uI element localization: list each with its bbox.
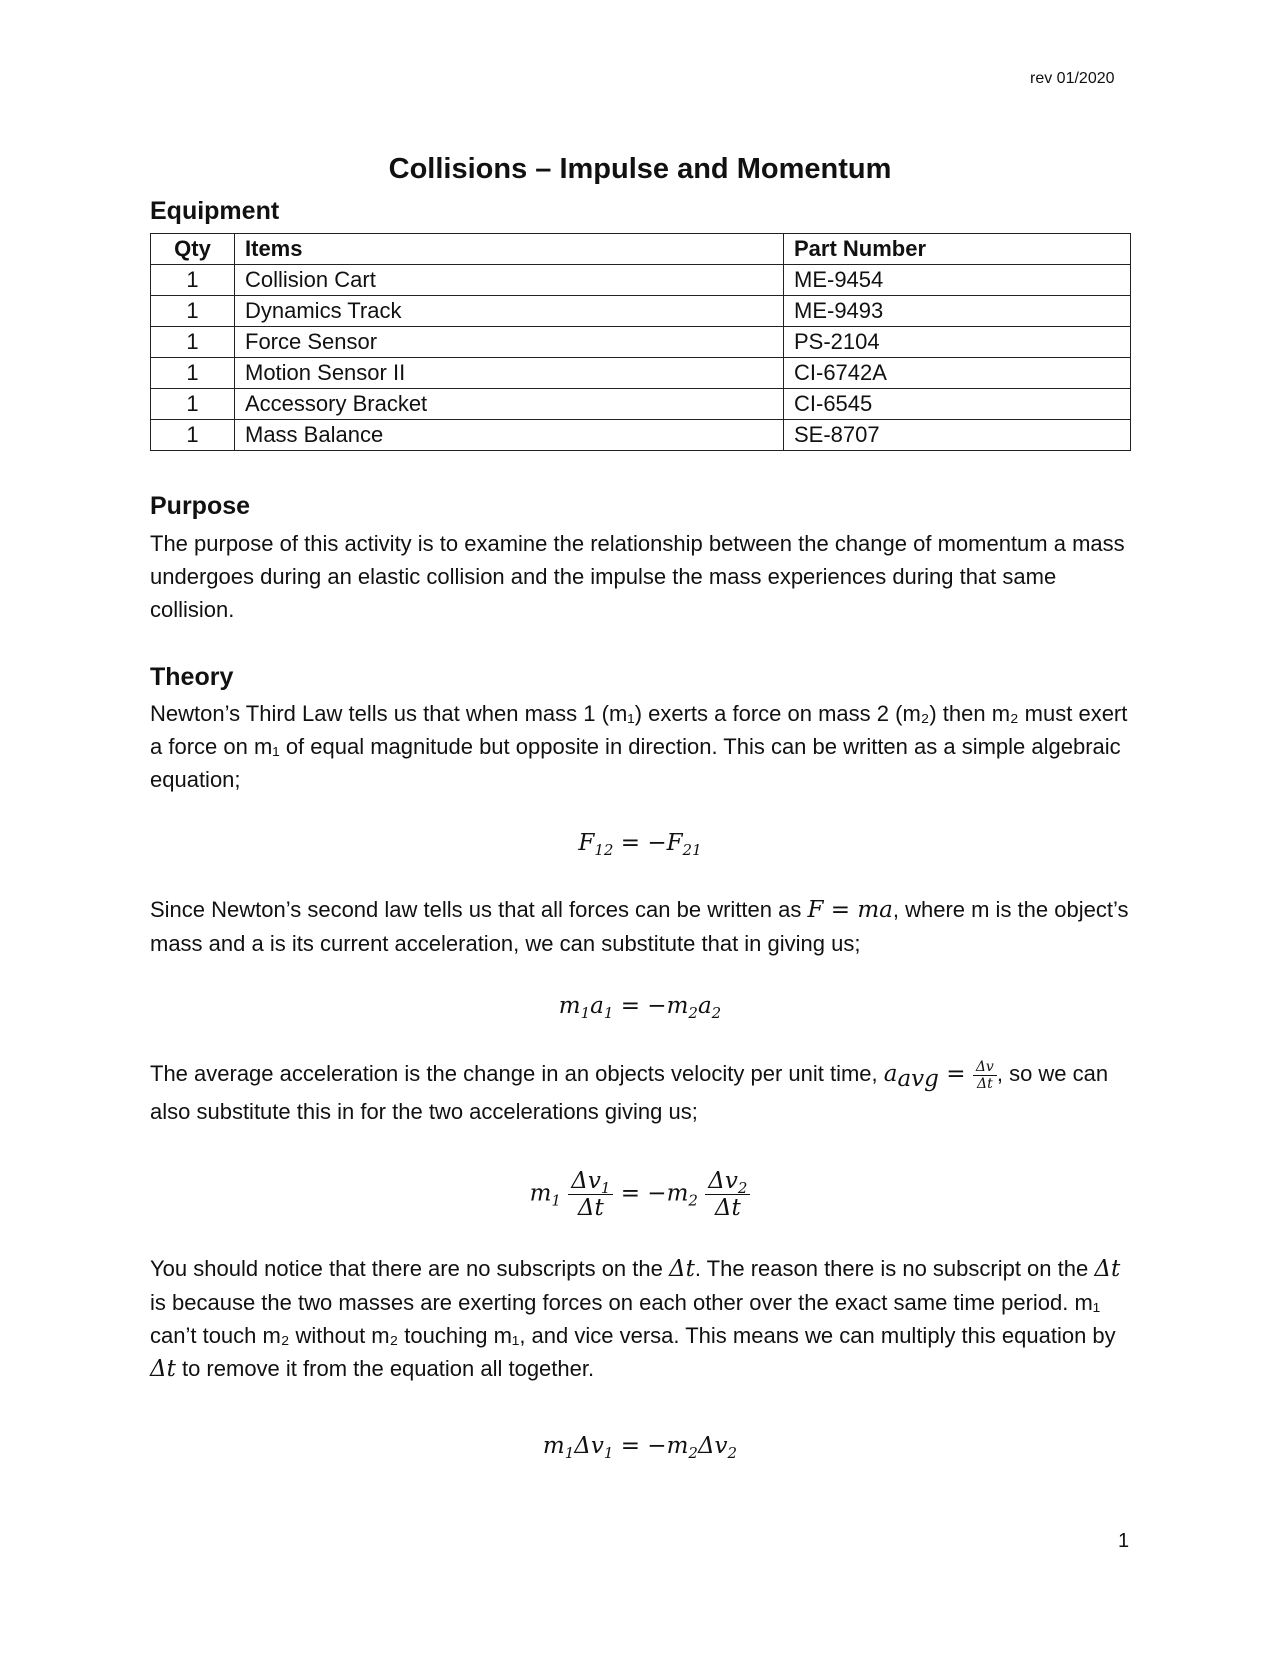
item-cell: Dynamics Track (235, 296, 784, 327)
part-number-cell: CI-6742A (784, 358, 1131, 389)
qty-cell: 1 (151, 389, 235, 420)
revision-label: rev 01/2020 (1030, 70, 1115, 87)
equation-delta-v-over-t: $m_1$ $\frac{\Delta v_1}{\Delta t}$ = $-m_2$ $\frac{\Delta v_2}{\Delta t}$ (0, 1168, 1280, 1221)
theory-heading: Theory (150, 663, 234, 691)
equation-momentum: $m_1\Delta v_1 = -m_2\Delta v_2$ (542, 1433, 738, 1462)
item-cell: Force Sensor (235, 327, 784, 358)
items-header: Items (235, 234, 784, 265)
qty-header: Qty (151, 234, 235, 265)
table-row (151, 358, 1131, 389)
part-number-cell: PS-2104 (784, 327, 1131, 358)
part-number-cell: CI-6545 (784, 389, 1131, 420)
item-cell: Mass Balance (235, 420, 784, 451)
item-cell: Motion Sensor II (235, 358, 784, 389)
qty-cell: 1 (151, 296, 235, 327)
qty-cell: 1 (151, 327, 235, 358)
item-cell: Accessory Bracket (235, 389, 784, 420)
table-row (151, 265, 1131, 296)
purpose-paragraph: The purpose of this activity is to examine the relationship between the change of momentum a mass undergoes during an elastic collision and the impulse the mass experiences during that same collision. (150, 531, 1125, 622)
equipment-heading: Equipment (150, 197, 280, 225)
qty-cell: 1 (151, 358, 235, 389)
part-number-header: Part Number (784, 234, 1131, 265)
document-title: Collisions – Impulse and Momentum (388, 153, 892, 185)
part-number-cell: ME-9454 (784, 265, 1131, 296)
equation-third-law: $F_{12} = -F_{21}$ (578, 830, 702, 859)
part-number-cell: ME-9493 (784, 296, 1131, 327)
item-cell: Collision Cart (235, 265, 784, 296)
table-row (151, 327, 1131, 358)
theory-paragraph-2: Since Newton’s second law tells us that all forces can be written as F = ma, where m is the object’s mass and a is its current acceleration, we can substitute that in giving us; (150, 897, 1129, 956)
theory-paragraph-4: You should notice that there are no subscripts on the Δt. The reason there is no subscript on the Δt is because the two masses are exerting forces on each other over the exact same time period. m₁ can’t touch m₂ without m₂ touching m₁, and vice versa. This means we can multiply this equation by Δt to remove it from the equation all together. (150, 1256, 1121, 1382)
avg-accel-fraction: $\frac{\Delta v}{\Delta t}$ (973, 1059, 997, 1092)
equipment-table (150, 233, 1131, 451)
qty-cell: 1 (151, 420, 235, 451)
table-row (151, 296, 1131, 327)
theory-paragraph-3: The average acceleration is the change in an objects velocity per unit time, $a_{avg}$ = $\frac{\Delta v}{\Delta t}$ , so we can also substitute this in for the two accelerations giving us; (150, 1058, 1109, 1124)
table-header-row (151, 234, 1131, 265)
table-row (151, 420, 1131, 451)
theory-paragraph-1: Newton’s Third Law tells us that when mass 1 (m₁) exerts a force on mass 2 (m₂) then m₂ must exert a force on m₁ of equal magnitude but opposite in direction. This can be written as a simple algebraic equation; (150, 701, 1128, 792)
qty-cell: 1 (151, 265, 235, 296)
purpose-heading: Purpose (150, 492, 251, 520)
fraction-2: $\frac{\Delta v_2}{\Delta t}$ (705, 1168, 750, 1221)
equation-ma: $m_1a_1 = -m_2a_2$ (558, 993, 722, 1022)
table-row (151, 389, 1131, 420)
fraction-1: $\frac{\Delta v_1}{\Delta t}$ (568, 1168, 613, 1221)
part-number-cell: SE-8707 (784, 420, 1131, 451)
page-number: 1 (1118, 1530, 1130, 1552)
